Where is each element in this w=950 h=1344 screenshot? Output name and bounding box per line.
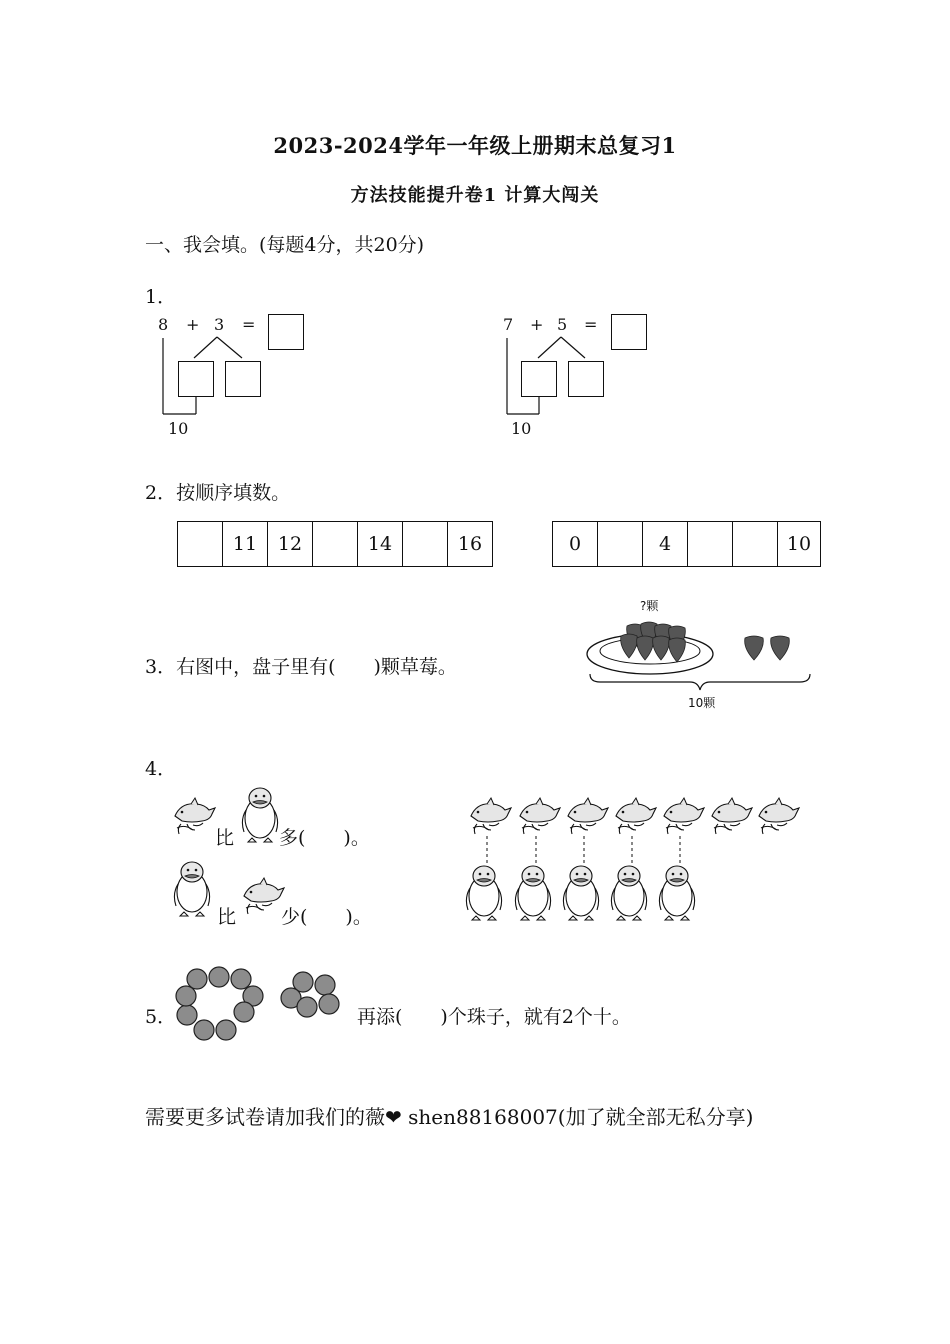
q3-total-label: 10颗 (688, 696, 716, 710)
bead-icon (319, 994, 339, 1014)
q1-number: 1． (145, 286, 177, 308)
bead-icon (187, 969, 207, 989)
q1-left-b: 3 (214, 315, 225, 334)
q1-left-a: 8 (158, 315, 169, 334)
q2-row1-cell: 11 (223, 522, 268, 566)
page-subtitle: 方法技能提升卷1 计算大闯关 (350, 185, 600, 206)
q1-left-ten: 10 (168, 419, 189, 438)
section-heading: 一、我会填。(每题4分，共20分) (145, 234, 425, 256)
q1-right-b: 5 (557, 315, 568, 334)
q1-left-op: + (186, 315, 200, 334)
q2-row2-cell: 4 (643, 522, 688, 566)
q3-unknown-label: ?颗 (640, 599, 659, 613)
q2-prompt: 2．按顺序填数。 (145, 482, 291, 504)
q4-line2-answer[interactable]: 少( )。 (281, 906, 372, 928)
q1-right-eq: = (584, 315, 598, 334)
q4-number: 4． (145, 758, 177, 780)
q1-right-ten: 10 (511, 419, 532, 438)
q5-number: 5． (145, 1006, 177, 1028)
footer-note: 需要更多试卷请加我们的薇❤ shen88168007(加了就全部无私分享) (145, 1105, 754, 1129)
q1-right-op: + (530, 315, 544, 334)
bead-icon (231, 969, 251, 989)
q2-row2-cell: 10 (786, 533, 812, 555)
bead-icon (209, 967, 229, 987)
bead-icon (194, 1020, 214, 1040)
q2-row1-cell: 14 (358, 522, 403, 566)
bead-icon (177, 1005, 197, 1025)
bead-icon (216, 1020, 236, 1040)
q4-line1-bi: 比 (215, 827, 235, 849)
q4-line1-answer[interactable]: 多( )。 (279, 827, 370, 849)
bead-icon (297, 997, 317, 1017)
q1-right-a: 7 (503, 315, 514, 334)
q2-row1-cell: 16 (457, 533, 483, 555)
q1-left-eq: = (242, 315, 256, 334)
q2-row1-cell: 12 (268, 522, 313, 566)
bead-icon (176, 986, 196, 1006)
q5-prompt[interactable]: 再添( )个珠子，就有2个十。 (357, 1006, 631, 1028)
q2-row2-cell: 0 (553, 522, 598, 566)
q4-line2-bi: 比 (217, 906, 237, 928)
bead-icon (315, 975, 335, 995)
page-title: 2023-2024学年一年级上册期末总复习1 (273, 133, 677, 158)
q3-prompt: 3．右图中，盘子里有( )颗草莓。 (145, 656, 457, 678)
bead-icon (234, 1002, 254, 1022)
